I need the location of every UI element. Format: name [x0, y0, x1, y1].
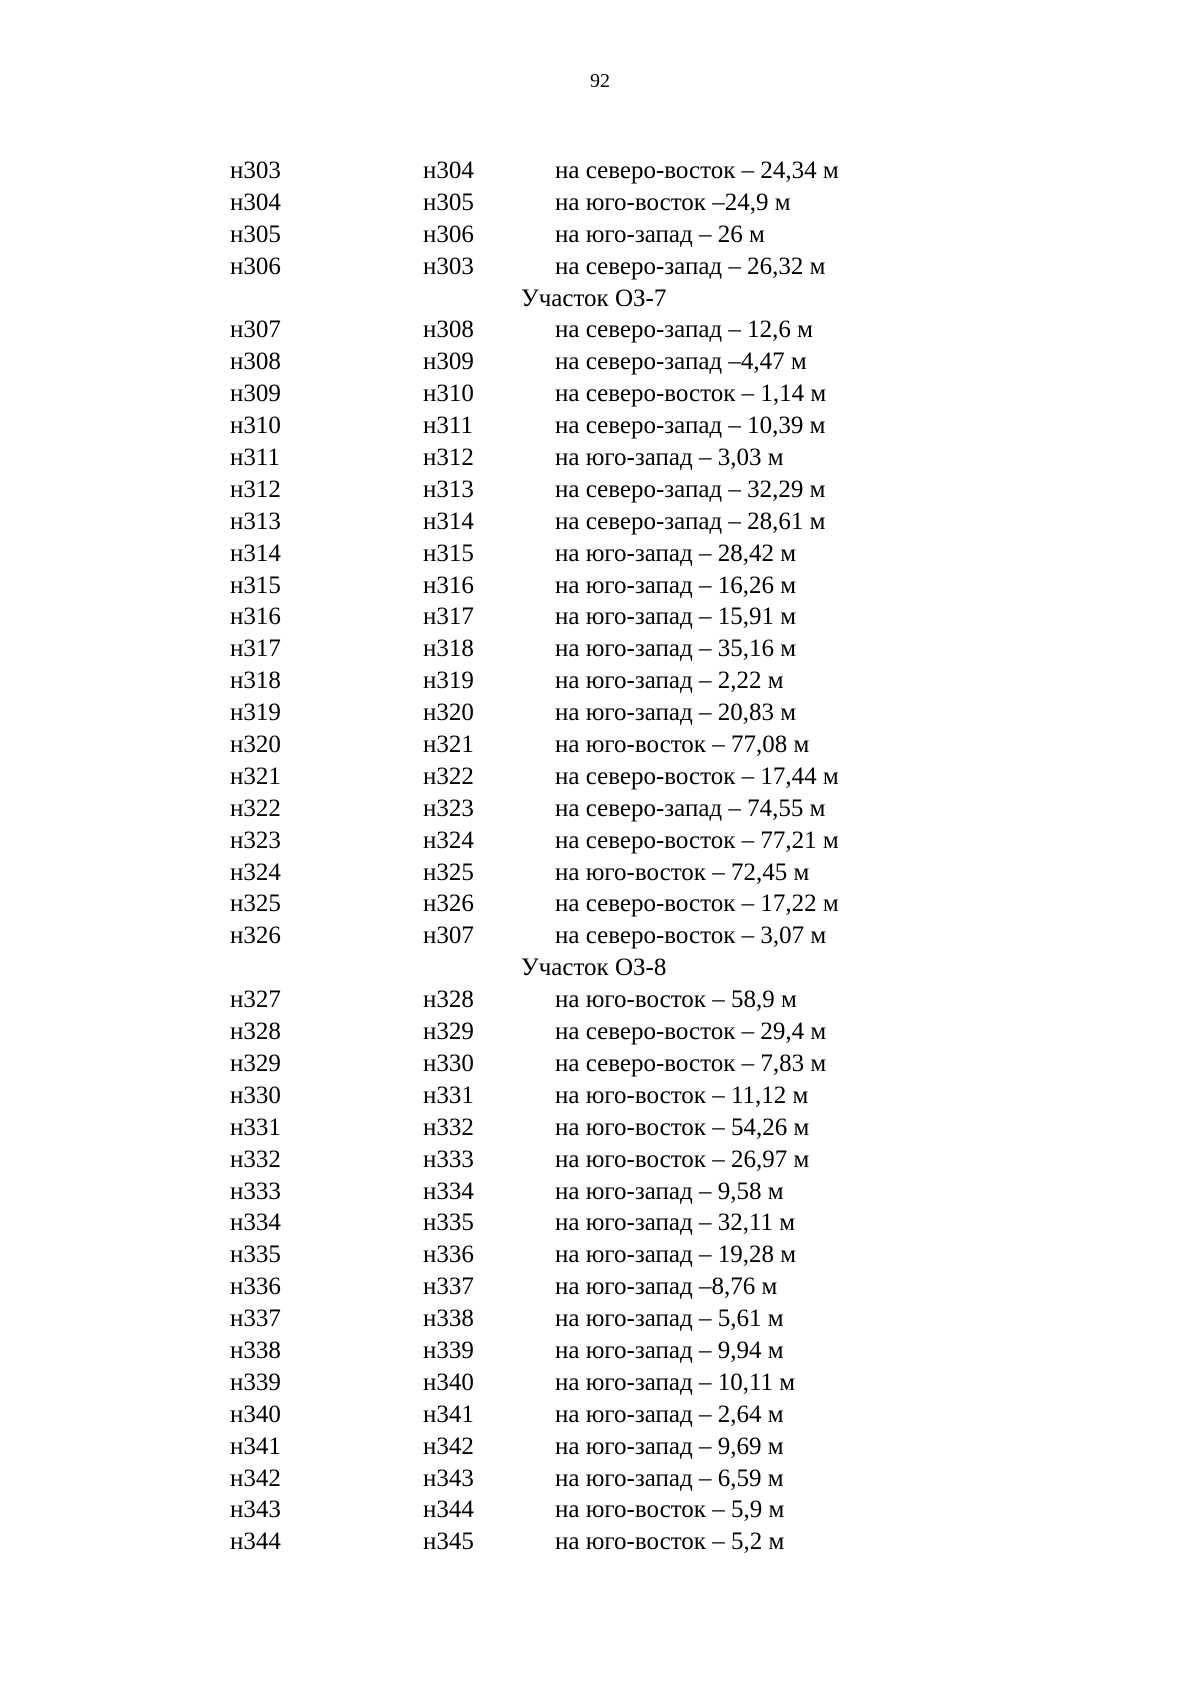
- point-from: н331: [230, 1113, 281, 1141]
- point-from: н327: [230, 986, 281, 1014]
- point-to: н320: [423, 699, 474, 727]
- segment-description: на юго-запад – 16,26 м: [555, 571, 797, 599]
- point-to: н311: [423, 412, 473, 440]
- table-row: [0, 1080, 1200, 1112]
- segment-description: на северо-запад – 12,6 м: [555, 316, 813, 344]
- table-row: [0, 697, 1200, 729]
- point-to: н323: [423, 794, 474, 822]
- segment-description: на юго-запад – 9,58 м: [555, 1177, 784, 1205]
- segment-description: на юго-восток – 5,2 м: [555, 1528, 785, 1556]
- point-from: н319: [230, 699, 281, 727]
- point-from: н330: [230, 1081, 281, 1109]
- table-row: [0, 1239, 1200, 1271]
- point-to: н304: [423, 157, 474, 184]
- point-from: н308: [230, 348, 281, 376]
- segment-description: на юго-запад – 9,94 м: [555, 1336, 784, 1364]
- table-row: [0, 601, 1200, 633]
- point-to: н322: [423, 762, 474, 790]
- point-from: н329: [230, 1049, 281, 1077]
- table-row: [0, 984, 1200, 1016]
- point-to: н317: [423, 603, 474, 631]
- table-row: [0, 857, 1200, 889]
- segment-description: на юго-запад – 32,11 м: [555, 1209, 796, 1237]
- point-to: н328: [423, 986, 474, 1014]
- point-to: н343: [423, 1464, 474, 1492]
- table-row: [0, 442, 1200, 474]
- point-from: н322: [230, 794, 281, 822]
- table-row: [0, 1526, 1200, 1558]
- segment-description: на юго-восток – 11,12 м: [555, 1081, 809, 1109]
- point-from: н343: [230, 1496, 281, 1524]
- segment-description: на юго-восток – 54,26 м: [555, 1113, 810, 1141]
- point-from: н316: [230, 603, 281, 631]
- point-from: н313: [230, 507, 281, 535]
- segment-description: на юго-восток – 77,08 м: [555, 731, 810, 759]
- point-to: н316: [423, 571, 474, 599]
- point-from: н310: [230, 412, 281, 440]
- point-to: н344: [423, 1496, 474, 1524]
- segment-description: на северо-восток – 7,83 м: [555, 1049, 827, 1077]
- table-row: [0, 219, 1200, 251]
- segment-description: на северо-запад – 26,32 м: [555, 252, 826, 280]
- table-row: [0, 155, 1200, 187]
- segment-description: на юго-запад – 35,16 м: [555, 635, 797, 663]
- point-from: н336: [230, 1273, 281, 1301]
- table-row: [0, 1016, 1200, 1048]
- table-row: [0, 538, 1200, 570]
- table-row: [0, 1431, 1200, 1463]
- point-to: н306: [423, 220, 474, 248]
- table-row: [0, 665, 1200, 697]
- segment-description: на юго-запад – 6,59 м: [555, 1464, 784, 1492]
- point-to: н336: [423, 1241, 474, 1269]
- point-to: н325: [423, 858, 474, 886]
- table-row: [0, 1367, 1200, 1399]
- table-row: [0, 474, 1200, 506]
- point-from: н325: [230, 890, 281, 918]
- table-row: [0, 825, 1200, 857]
- table-row: [0, 1463, 1200, 1495]
- point-from: н332: [230, 1145, 281, 1173]
- segment-description: на юго-запад –8,76 м: [555, 1273, 778, 1301]
- point-to: н332: [423, 1113, 474, 1141]
- point-to: н307: [423, 922, 474, 950]
- point-from: н311: [230, 444, 280, 472]
- point-from: н312: [230, 475, 281, 503]
- page-number: 92: [590, 70, 610, 92]
- segment-description: на юго-восток – 58,9 м: [555, 986, 797, 1014]
- segment-description: на юго-запад – 20,83 м: [555, 699, 797, 727]
- point-from: н314: [230, 539, 281, 567]
- point-to: н333: [423, 1145, 474, 1173]
- point-to: н309: [423, 348, 474, 376]
- point-from: н309: [230, 380, 281, 408]
- segment-description: на северо-восток – 3,07 м: [555, 922, 827, 950]
- segment-description: на северо-запад – 32,29 м: [555, 475, 826, 503]
- point-from: н306: [230, 252, 281, 280]
- segment-description: на юго-запад – 28,42 м: [555, 539, 797, 567]
- point-to: н319: [423, 667, 474, 695]
- segment-description: на юго-запад – 26 м: [555, 220, 765, 248]
- table-row: [0, 1048, 1200, 1080]
- point-from: н328: [230, 1018, 281, 1046]
- point-from: н339: [230, 1368, 281, 1396]
- point-from: н341: [230, 1432, 281, 1460]
- table-row: [0, 1207, 1200, 1239]
- segment-description: на юго-восток –24,9 м: [555, 188, 791, 216]
- table-row: [0, 1176, 1200, 1208]
- point-to: н308: [423, 316, 474, 344]
- table-row: [0, 793, 1200, 825]
- point-to: н345: [423, 1528, 474, 1556]
- point-from: н344: [230, 1528, 281, 1556]
- segment-description: на юго-восток – 26,97 м: [555, 1145, 810, 1173]
- table-row: [0, 314, 1200, 346]
- table-row: [0, 761, 1200, 793]
- point-to: н310: [423, 380, 474, 408]
- segment-description: на юго-запад – 19,28 м: [555, 1241, 797, 1269]
- point-to: н312: [423, 444, 474, 472]
- segment-description: на юго-восток – 72,45 м: [555, 858, 810, 886]
- segment-description: на северо-восток – 17,44 м: [555, 762, 839, 790]
- table-row: [0, 1303, 1200, 1335]
- point-from: н342: [230, 1464, 281, 1492]
- segment-description: на юго-восток – 5,9 м: [555, 1496, 785, 1524]
- point-to: н313: [423, 475, 474, 503]
- segment-description: на юго-запад – 2,64 м: [555, 1400, 784, 1428]
- point-from: н334: [230, 1209, 281, 1237]
- segment-description: на юго-запад – 2,22 м: [555, 667, 784, 695]
- section-title: Участок ОЗ-7: [521, 284, 667, 312]
- boundary-table: [0, 155, 1200, 1558]
- table-row: [0, 346, 1200, 378]
- segment-description: на юго-запад – 9,69 м: [555, 1432, 784, 1460]
- point-to: н326: [423, 890, 474, 918]
- point-from: н323: [230, 826, 281, 854]
- segment-description: на северо-восток – 24,34 м: [555, 157, 839, 184]
- point-to: н335: [423, 1209, 474, 1237]
- point-to: н341: [423, 1400, 474, 1428]
- point-from: н335: [230, 1241, 281, 1269]
- point-to: н321: [423, 731, 474, 759]
- table-row: [0, 187, 1200, 219]
- point-to: н318: [423, 635, 474, 663]
- segment-description: на северо-запад – 28,61 м: [555, 507, 826, 535]
- segment-description: на северо-восток – 1,14 м: [555, 380, 827, 408]
- point-to: н330: [423, 1049, 474, 1077]
- point-to: н337: [423, 1273, 474, 1301]
- point-from: н305: [230, 220, 281, 248]
- point-from: н326: [230, 922, 281, 950]
- segment-description: на северо-восток – 29,4 м: [555, 1018, 827, 1046]
- point-from: н324: [230, 858, 281, 886]
- section-title: Участок ОЗ-8: [521, 954, 667, 982]
- segment-description: на юго-запад – 3,03 м: [555, 444, 784, 472]
- section-heading: [0, 952, 1200, 984]
- point-from: н340: [230, 1400, 281, 1428]
- point-from: н315: [230, 571, 281, 599]
- point-to: н305: [423, 188, 474, 216]
- segment-description: на северо-запад – 10,39 м: [555, 412, 826, 440]
- segment-description: на юго-запад – 10,11 м: [555, 1368, 796, 1396]
- table-row: [0, 920, 1200, 952]
- point-to: н342: [423, 1432, 474, 1460]
- table-row: [0, 729, 1200, 761]
- table-row: [0, 251, 1200, 283]
- point-to: н324: [423, 826, 474, 854]
- point-to: н329: [423, 1018, 474, 1046]
- point-to: н315: [423, 539, 474, 567]
- point-from: н337: [230, 1305, 281, 1333]
- table-row: [0, 888, 1200, 920]
- segment-description: на юго-запад – 15,91 м: [555, 603, 797, 631]
- point-to: н334: [423, 1177, 474, 1205]
- point-from: н317: [230, 635, 281, 663]
- point-to: н338: [423, 1305, 474, 1333]
- table-row: [0, 633, 1200, 665]
- point-to: н340: [423, 1368, 474, 1396]
- segment-description: на северо-восток – 17,22 м: [555, 890, 839, 918]
- point-from: н304: [230, 188, 281, 216]
- point-from: н333: [230, 1177, 281, 1205]
- section-heading: [0, 283, 1200, 315]
- point-from: н320: [230, 731, 281, 759]
- table-row: [0, 378, 1200, 410]
- point-from: н307: [230, 316, 281, 344]
- point-from: н303: [230, 157, 281, 184]
- table-row: [0, 410, 1200, 442]
- segment-description: на юго-запад – 5,61 м: [555, 1305, 784, 1333]
- segment-description: на северо-восток – 77,21 м: [555, 826, 839, 854]
- table-row: [0, 1399, 1200, 1431]
- point-from: н338: [230, 1336, 281, 1364]
- point-from: н318: [230, 667, 281, 695]
- table-row: [0, 1494, 1200, 1526]
- point-to: н331: [423, 1081, 474, 1109]
- point-to: н339: [423, 1336, 474, 1364]
- segment-description: на северо-запад –4,47 м: [555, 348, 807, 376]
- segment-description: на северо-запад – 74,55 м: [555, 794, 826, 822]
- table-row: [0, 1271, 1200, 1303]
- table-row: [0, 1112, 1200, 1144]
- table-row: [0, 1144, 1200, 1176]
- point-to: н314: [423, 507, 474, 535]
- point-to: н303: [423, 252, 474, 280]
- point-from: н321: [230, 762, 281, 790]
- table-row: [0, 1335, 1200, 1367]
- table-row: [0, 570, 1200, 602]
- table-row: [0, 506, 1200, 538]
